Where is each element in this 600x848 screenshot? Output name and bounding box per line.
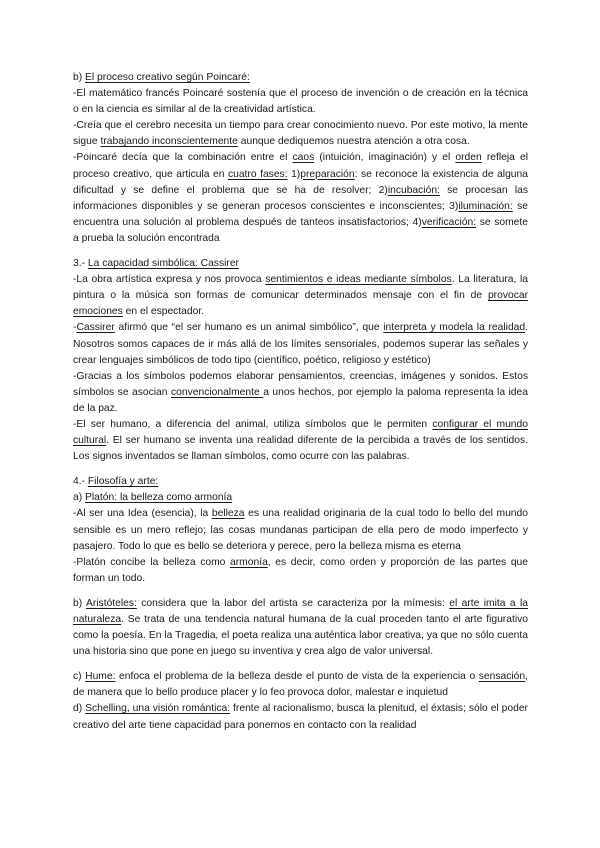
poincare-heading: b) El proceso creativo según Poincaré: <box>73 72 250 83</box>
paragraph: -Cassirer afirmó que “el ser humano es un animal simbólico”, que interpreta y modela la realidad. Nosotros somos capaces de ir más allá de los límites sensoriales, podemos superar las señales y crear lenguajes simbólicos de todo tipo (científico, poético, religioso y estético) <box>73 322 529 366</box>
schelling-paragraph: d) Schelling, una visión romántica: frente al racionalismo, busca la plenitud, el éxtasis; sólo el poder creativo del arte tiene capacidad para ponernos en contacto con la realidad <box>73 703 528 731</box>
paragraph: -Platón concibe la belleza como armonía, es decir, como orden y proporción de las partes que forman un todo. <box>73 556 529 584</box>
paragraph: -Poincaré decía que la combinación entre el caos (intuición, imaginación) y el orden refleja el proceso creativo, que articula en cuatro fases: 1)preparación: se reconoce la existencia de alguna dificultad y se define el problema que se ha de resolver; 2)incubación: se procesan las informaciones disponibles y se generan procesos conscientes e inconscientes; 3)iluminación: se encuentra una solución al problema después de tanteos insatisfactorios; 4)verificación: se somete a prueba la solución encontrada <box>73 152 529 244</box>
subsection-heading: Hume: <box>85 671 116 683</box>
aristoteles-paragraph: b) Aristóteles: considera que la labor del artista se caracteriza por la mímesis: el arte imita a la naturaleza. Se trata de una tendencia natural humana de la cual proceden tanto el arte figurativo como la poesía. En la Tragedia, el poeta realiza una auténtica labor creativa, ya que no sólo cuenta una historia sino que pone en juego su inventiva y crea algo de valor universal. <box>73 597 528 658</box>
spacer <box>73 660 528 669</box>
spacer <box>73 587 528 596</box>
paragraph: -Al ser una Idea (esencia), la belleza es una realidad originaria de la cual todo lo bello del mundo sensible es un mero reflejo; las cosas mundanas participan de ella pero de modo imperfecto y pasajero. Todo lo que es bello se deteriora y perece, pero la belleza misma es eterna <box>73 508 528 552</box>
spacer <box>73 465 528 474</box>
paragraph: -El matemático francés Poincaré sostenía que el proceso de invención o de creación en la técnica o en la ciencia es similar al de la creatividad artística. <box>73 88 528 116</box>
platon-heading: a) Platón: la belleza como armonía <box>73 492 233 504</box>
section-heading: La capacidad simbólica: Cassirer <box>87 258 239 270</box>
hume-paragraph: c) Hume: enfoca el problema de la belleza desde el punto de vista de la experiencia o sensación, de manera que lo bello produce placer y lo feo provoca dolor, malestar e inquietud <box>73 671 528 699</box>
filosofia-heading: 4.- Filosofía y arte: <box>73 476 159 488</box>
section-heading: El proceso creativo según Poincaré: <box>85 72 250 83</box>
subsection-heading: Platón: la belleza como armonía <box>85 492 233 504</box>
subsection-heading: Aristóteles: <box>85 597 137 609</box>
subsection-heading: Schelling, una visión romántica: <box>85 703 231 715</box>
document-page <box>73 70 528 734</box>
cassirer-heading: 3.- La capacidad simbólica: Cassirer <box>73 258 239 270</box>
paragraph: -Creía que el cerebro necesita un tiempo para crear conocimiento nuevo. Por este motivo, la mente sigue trabajando inconscientemente aunque dediquemos nuestra atención a otra cosa. <box>73 120 528 148</box>
paragraph: -El ser humano, a diferencia del animal, utiliza símbolos que le permiten configurar el mundo cultural. El ser humano se inventa una realidad diferente de la percibida a través de los sentidos. Los signos inventados se llaman símbolos, como ocurre con las palabras. <box>73 418 528 463</box>
paragraph: -La obra artística expresa y nos provoca sentimientos e ideas mediante símbolos. La literatura, la pintura o la música son formas de comunicar determinados mensaje con el fin de provocar emociones en el espectador. <box>73 274 528 318</box>
section-heading: Filosofía y arte: <box>87 476 159 488</box>
paragraph: -Gracias a los símbolos podemos elaborar pensamientos, creencias, imágenes y sonidos. Estos símbolos se asocian convencionalmente a unos hechos, por ejemplo la paloma representa la idea de la paz. <box>73 370 528 414</box>
spacer <box>73 247 528 256</box>
